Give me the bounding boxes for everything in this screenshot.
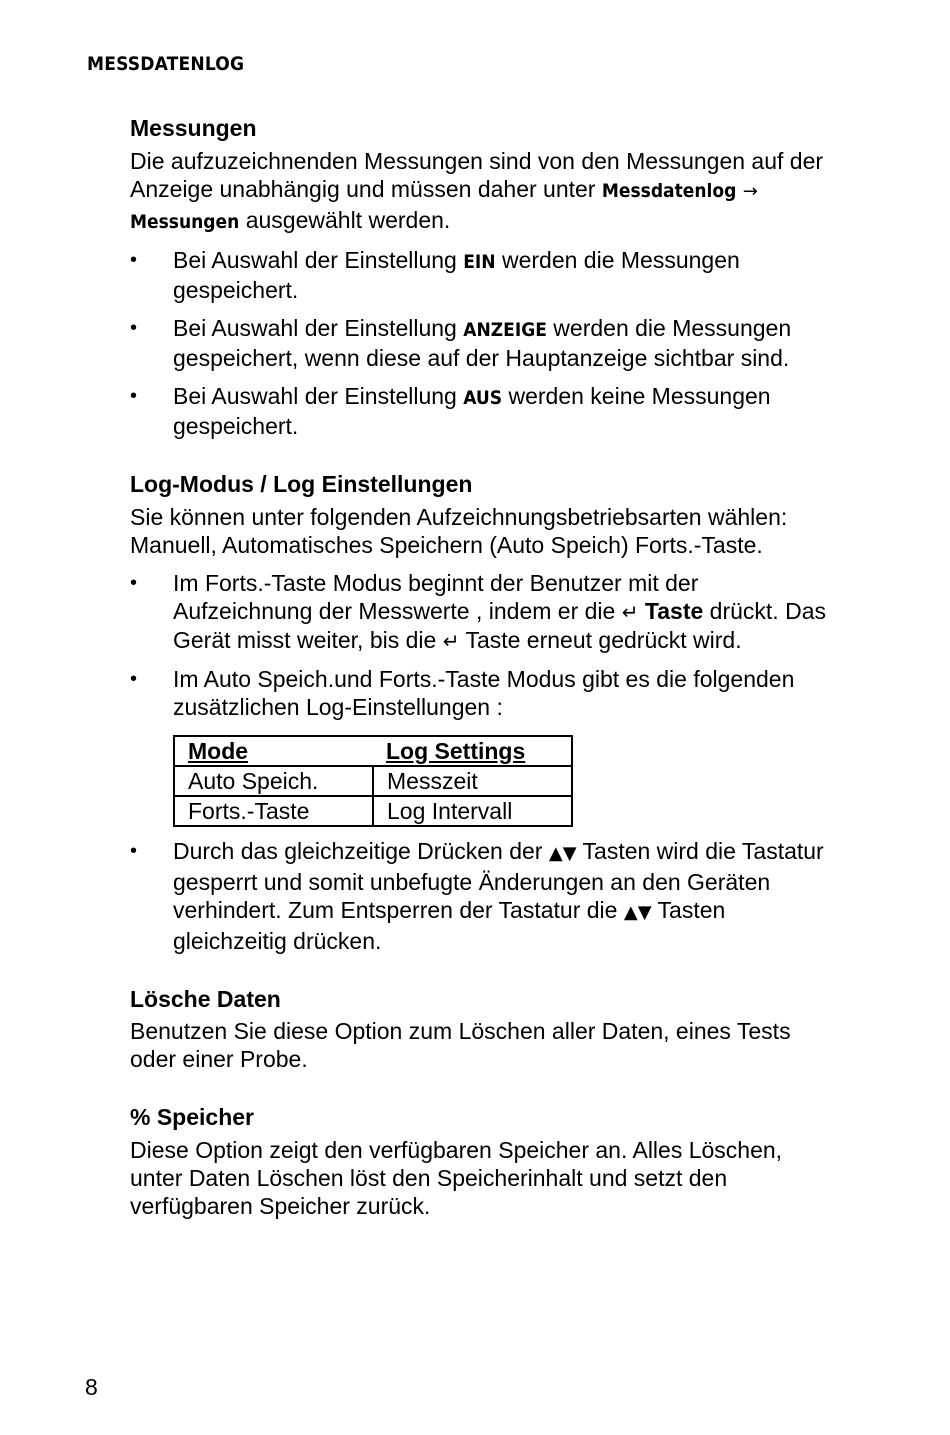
section-intro: Die aufzuzeichnenden Messungen sind von den Messungen auf der Anzeige unabhängig und müssen daher unter Messdatenlog → Messungen ausgewählt werden. [130, 147, 824, 233]
section-speicher [130, 1103, 840, 1220]
section-text: Diese Option zeigt den verfügbaren Speicher an. Alles Löschen, unter Daten Löschen löst den Speicherinhalt und setzt den verfügbaren Speicher zurück. [130, 1137, 783, 1219]
table-cell: Auto Speich. [174, 766, 373, 796]
menu-keyword: Messdatenlog [601, 179, 737, 202]
up-down-arrows-icon: ▲▼ [548, 842, 577, 864]
page-number: 8 [85, 1374, 98, 1400]
table-cell: Log Intervall [373, 796, 572, 826]
list-item: • Durch das gleichzeitige Drücken der ▲▼ Tasten wird die Tastatur gesperrt und somit unbefugte Änderungen an den Geräten verhindert. Zum Entsperren der Tastatur die ▲▼ Tasten gleichzeitig drücken. [130, 837, 840, 955]
section-loesche-daten [130, 985, 840, 1074]
list-item: • Im Auto Speich.und Forts.-Taste Modus gibt es die folgenden zusätzlichen Log-Einstellungen : [130, 665, 840, 721]
table-cell: Forts.-Taste [174, 796, 373, 826]
up-down-arrows-icon: ▲▼ [623, 901, 652, 923]
section-title: Lösche Daten [130, 985, 281, 1012]
arrow-right-icon: → [742, 180, 758, 202]
list-item: • Bei Auswahl der Einstellung EIN werden die Messungen gespeichert. [130, 246, 840, 304]
section-text: Benutzen Sie diese Option zum Löschen aller Daten, eines Tests oder einer Probe. [130, 1018, 791, 1073]
enter-key-icon: ↵ [442, 628, 460, 653]
log-settings-table [173, 735, 573, 827]
enter-key-icon: ↵ [621, 599, 639, 624]
table-cell: Messzeit [373, 766, 572, 796]
section-title: % Speicher [130, 1104, 254, 1131]
section-messungen [130, 114, 840, 440]
table-header-cell: Log Settings [373, 736, 572, 766]
menu-keyword: Messungen [130, 210, 240, 233]
setting-keyword: ANZEIGE [463, 318, 547, 341]
list-item: • Im Forts.-Taste Modus beginnt der Benutzer mit der Aufzeichnung der Messwerte , indem er die ↵ Taste drückt. Das Gerät misst weiter, bis die ↵ Taste erneut gedrückt wird. [130, 569, 840, 655]
section-title: Log-Modus / Log Einstellungen [130, 470, 473, 497]
running-header: MESSDATENLOG [87, 53, 245, 75]
table-header-cell: Mode [174, 736, 373, 766]
section-intro: Sie können unter folgenden Aufzeichnungsbetriebsarten wählen: Manuell, Automatisches Speichern (Auto Speich) Forts.-Taste. [130, 503, 788, 558]
setting-keyword: AUS [463, 386, 503, 409]
list-item: • Bei Auswahl der Einstellung AUS werden keine Messungen gespeichert. [130, 382, 840, 440]
page-content [130, 114, 840, 1250]
table-row [174, 766, 572, 796]
section-log-modus [130, 470, 840, 955]
table-header-row [174, 736, 572, 766]
section-title: Messungen [130, 115, 257, 141]
list-item: • Bei Auswahl der Einstellung ANZEIGE werden die Messungen gespeichert, wenn diese auf der Hauptanzeige sichtbar sind. [130, 314, 840, 372]
table-row [174, 796, 572, 826]
setting-keyword: EIN [463, 250, 496, 273]
